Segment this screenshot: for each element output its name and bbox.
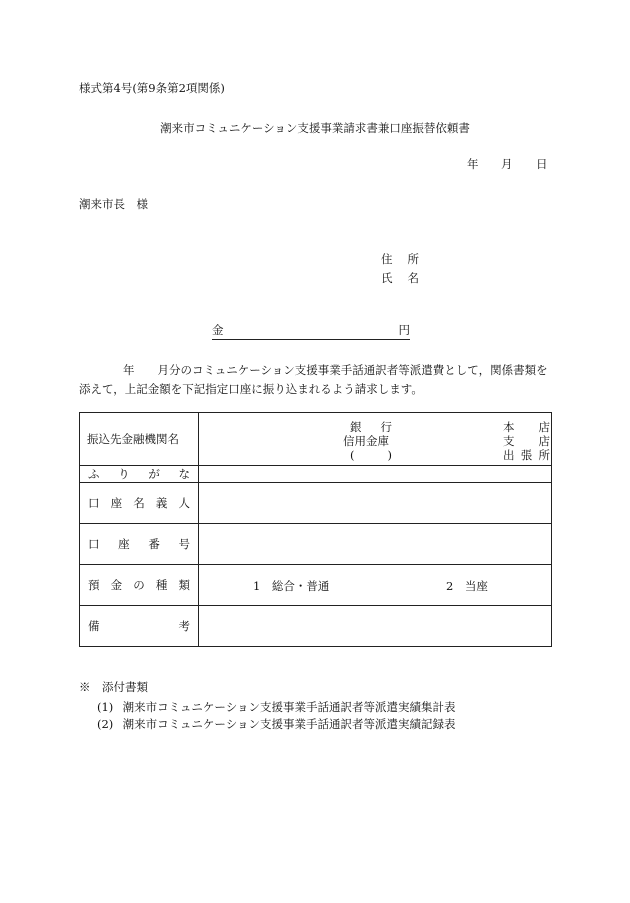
label-char: 備 — [88, 619, 100, 633]
deposit-option-current[interactable]: 2 当座 — [446, 579, 488, 593]
deposit-type-row — [80, 565, 552, 606]
attachment-item — [97, 699, 455, 715]
label-char: 金 — [110, 578, 123, 592]
date-month-label: 月 — [501, 157, 513, 171]
attachments-heading: ※ 添付書類 — [79, 680, 148, 694]
label-char: 座 — [118, 537, 130, 551]
bank-type-list — [343, 420, 399, 462]
deposit-type-field — [199, 565, 552, 606]
label-char: 義 — [155, 496, 168, 510]
name-char: 氏 — [381, 271, 393, 285]
furigana-label — [80, 466, 198, 482]
account-number-label-cell — [80, 524, 199, 565]
bank-name-cell[interactable] — [199, 413, 552, 466]
branch-type-char: 本 — [503, 420, 515, 434]
furigana-field[interactable] — [199, 466, 552, 483]
amount-prefix: 金 — [212, 323, 224, 337]
address-char: 所 — [407, 252, 419, 266]
bank-type-bank — [343, 420, 399, 434]
bank-label-cell — [80, 413, 199, 466]
request-statement-text: 年 月分のコミュニケーション支援事業手話通訳者等派遣費として，関係書類を添えて，上記金額を下記指定口座に振り込まれるよう請求します。 — [79, 363, 548, 396]
branch-type-char: 所 — [538, 448, 550, 462]
branch-type-branch — [503, 434, 551, 448]
account-holder-label — [80, 495, 198, 511]
account-number-field[interactable] — [199, 524, 552, 565]
remarks-row — [80, 606, 552, 647]
label-char: 番 — [148, 537, 160, 551]
request-statement — [79, 361, 551, 399]
attachment-number: (1) — [97, 700, 114, 714]
branch-type-char: 張 — [520, 448, 533, 462]
deposit-type-label — [80, 577, 198, 593]
addressee: 潮来市長 様 — [79, 197, 148, 211]
label-char: 名 — [133, 496, 145, 510]
date-year-label: 年 — [467, 157, 479, 171]
bank-type-char: ) — [387, 448, 392, 462]
amount-line — [212, 322, 410, 340]
remarks-label — [80, 618, 198, 634]
branch-type-char: 支 — [503, 434, 515, 448]
name-char: 名 — [407, 271, 419, 285]
account-holder-label-cell — [80, 483, 199, 524]
branch-type-char: 店 — [538, 434, 550, 448]
label-char: 座 — [110, 496, 123, 510]
bank-type-char: 銀 — [350, 420, 362, 434]
branch-type-main — [503, 420, 551, 434]
amount-suffix: 円 — [398, 323, 410, 337]
label-char: 考 — [178, 619, 190, 633]
bank-type-other — [343, 448, 399, 462]
address-label — [381, 251, 419, 267]
account-holder-row — [80, 483, 552, 524]
account-number-label — [80, 536, 198, 552]
attachment-number: (2) — [97, 717, 114, 731]
deposit-option-ordinary[interactable]: 1 総合・普通 — [253, 579, 330, 593]
deposit-type-label-cell — [80, 565, 199, 606]
remarks-label-cell — [80, 606, 199, 647]
label-char: 人 — [178, 496, 190, 510]
bank-type-char: ( — [350, 448, 355, 462]
label-char: 種 — [155, 578, 168, 592]
bank-label: 振込先金融機関名 — [87, 432, 179, 446]
label-char: 号 — [178, 537, 190, 551]
account-number-row — [80, 524, 552, 565]
label-char: な — [178, 467, 190, 481]
label-char: 口 — [88, 537, 100, 551]
account-holder-field[interactable] — [199, 483, 552, 524]
bank-type-credit-union: 信用金庫 — [343, 434, 389, 448]
branch-type-list — [503, 420, 551, 462]
furigana-label-cell — [80, 466, 199, 483]
label-char: の — [133, 578, 145, 592]
bank-account-table — [79, 412, 552, 647]
bank-type-char: 行 — [380, 420, 392, 434]
address-char: 住 — [381, 252, 393, 266]
label-char: ふ — [88, 467, 100, 481]
branch-type-char: 店 — [538, 420, 550, 434]
attachment-item — [97, 716, 455, 732]
label-char: 預 — [88, 578, 100, 592]
furigana-row — [80, 466, 552, 483]
form-number: 様式第4号(第9条第2項関係) — [79, 81, 225, 95]
branch-type-char: 出 — [503, 448, 515, 462]
remarks-field[interactable] — [199, 606, 552, 647]
bank-row — [80, 413, 552, 466]
branch-type-office — [503, 448, 551, 462]
label-char: が — [148, 467, 160, 481]
label-char: 口 — [88, 496, 100, 510]
attachment-text: 潮来市コミュニケーション支援事業手話通訳者等派遣実績集計表 — [122, 700, 456, 714]
document-title: 潮来市コミュニケーション支援事業請求書兼口座振替依頼書 — [160, 121, 470, 135]
attachment-text: 潮来市コミュニケーション支援事業手話通訳者等派遣実績記録表 — [122, 717, 456, 731]
date-day-label: 日 — [536, 157, 548, 171]
label-char: り — [118, 467, 130, 481]
label-char: 類 — [178, 578, 190, 592]
name-label — [381, 270, 419, 286]
